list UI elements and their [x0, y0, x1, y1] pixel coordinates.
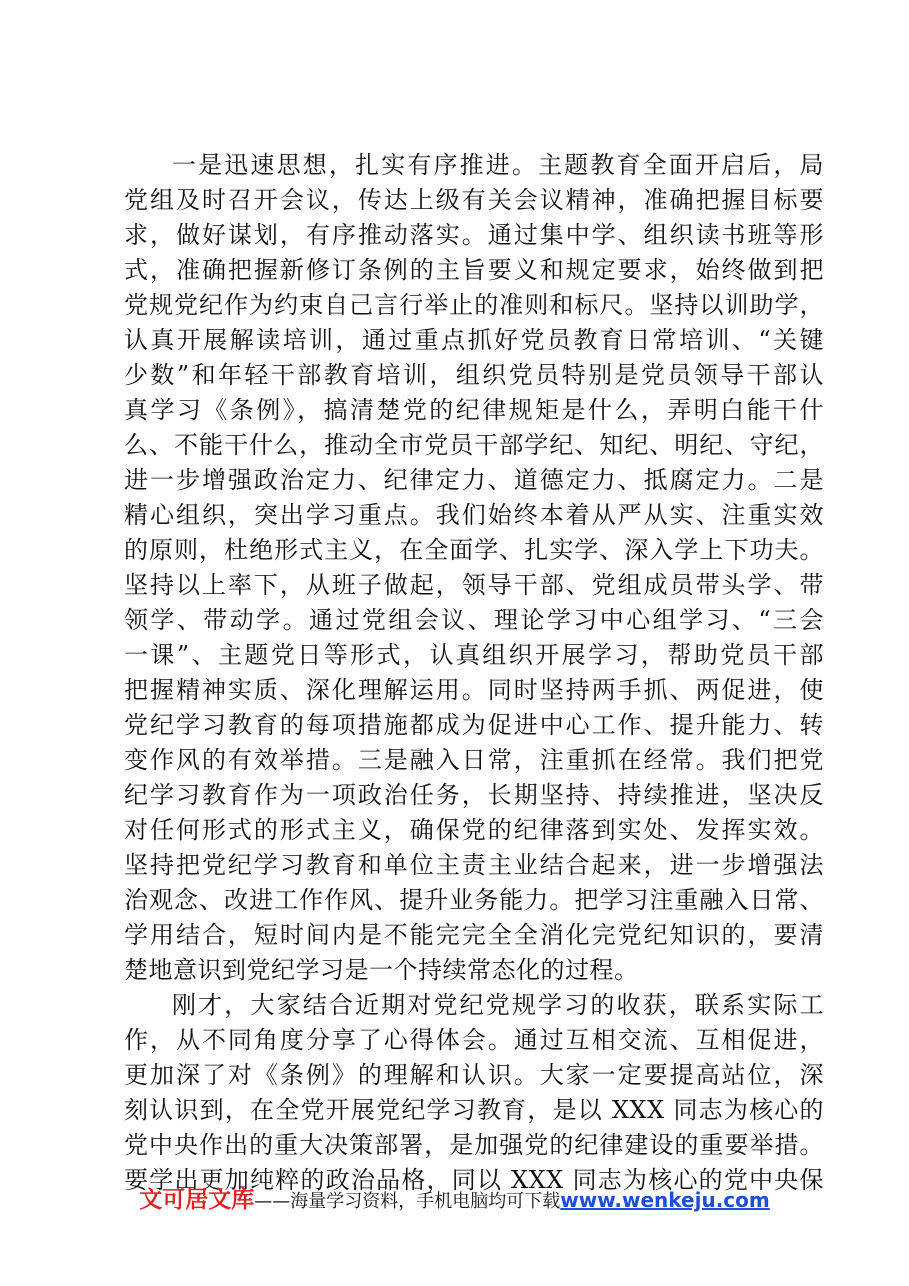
paragraph-line: 坚持把党纪学习教育和单位主责主业结合起来，进一步增强法 — [124, 851, 824, 879]
paragraph-line: 党规党纪作为约束自己言行举止的准则和标尺。坚持以训助学， — [124, 291, 824, 319]
paragraph-line: 少数”和年轻干部教育培训，组织党员特别是党员领导干部认 — [124, 361, 824, 389]
paragraph-line: 把握精神实质、深化理解运用。同时坚持两手抓、两促进，使 — [124, 676, 824, 704]
paragraph-line: 一是迅速思想，扎实有序推进。主题教育全面开启后，局 — [172, 151, 824, 179]
footer-website-link[interactable]: www.wenkeju.com — [560, 1188, 770, 1212]
paragraph-line: 治观念、改进工作作风、提升业务能力。把学习注重融入日常、 — [124, 886, 824, 914]
paragraph-line: 作，从不同角度分享了心得体会。通过互相交流、互相促进， — [124, 1026, 824, 1054]
footer-banner — [0, 1181, 909, 1214]
document-body — [124, 148, 824, 1198]
paragraph-line: 进一步增强政治定力、纪律定力、道德定力、抵腐定力。二是 — [124, 466, 824, 494]
paragraph-line: 认真开展解读培训，通过重点抓好党员教育日常培训、“关键 — [124, 326, 824, 354]
paragraph-line: 楚地意识到党纪学习是一个持续常态化的过程。 — [124, 956, 639, 984]
paragraph-line: 么、不能干什么，推动全市党员干部学纪、知纪、明纪、守纪， — [124, 431, 824, 459]
paragraph-line: 式，准确把握新修订条例的主旨要义和规定要求，始终做到把 — [124, 256, 824, 284]
footer-brand: 文可居文库 — [139, 1187, 255, 1213]
paragraph-line: 党组及时召开会议，传达上级有关会议精神，准确把握目标要 — [124, 186, 824, 214]
paragraph-line: 更加深了对《条例》的理解和认识。大家一定要提高站位，深 — [124, 1061, 824, 1089]
paragraph-line: 精心组织，突出学习重点。我们始终本着从严从实、注重实效 — [124, 501, 824, 529]
paragraph-line: 要学出更加纯粹的政治品格，同以 XXX 同志为核心的党中央保 — [124, 1166, 824, 1194]
paragraph-line: 领学、带动学。通过党组会议、理论学习中心组学习、“三会 — [124, 606, 824, 634]
paragraph-line: 纪学习教育作为一项政治任务，长期坚持、持续推进，坚决反 — [124, 781, 824, 809]
paragraph-line: 求，做好谋划，有序推动落实。通过集中学、组织读书班等形 — [124, 221, 824, 249]
paragraph-line: 党中央作出的重大决策部署，是加强党的纪律建设的重要举措。 — [124, 1131, 824, 1159]
paragraph-line: 党纪学习教育的每项措施都成为促进中心工作、提升能力、转 — [124, 711, 824, 739]
paragraph-line: 刻认识到，在全党开展党纪学习教育，是以 XXX 同志为核心的 — [124, 1096, 824, 1124]
paragraph-line: 刚才，大家结合近期对党纪党规学习的收获，联系实际工 — [172, 991, 824, 1019]
paragraph-line: 真学习《条例》，搞清楚党的纪律规矩是什么，弄明白能干什 — [124, 396, 824, 424]
paragraph-line: 一课”、主题党日等形式，认真组织开展学习，帮助党员干部 — [124, 641, 824, 669]
paragraph-line: 学用结合，短时间内是不能完完全全消化完党纪知识的，要清 — [124, 921, 824, 949]
paragraph-line: 的原则，杜绝形式主义，在全面学、扎实学、深入学上下功夫。 — [124, 536, 824, 564]
paragraph-line: 对任何形式的形式主义，确保党的纪律落到实处、发挥实效。 — [124, 816, 824, 844]
paragraph-line: 变作风的有效举措。三是融入日常，注重抓在经常。我们把党 — [124, 746, 824, 774]
paragraph-line: 坚持以上率下，从班子做起，领导干部、党组成员带头学、带 — [124, 571, 824, 599]
footer-description: ——海量学习资料，手机电脑均可下载 — [254, 1191, 561, 1212]
